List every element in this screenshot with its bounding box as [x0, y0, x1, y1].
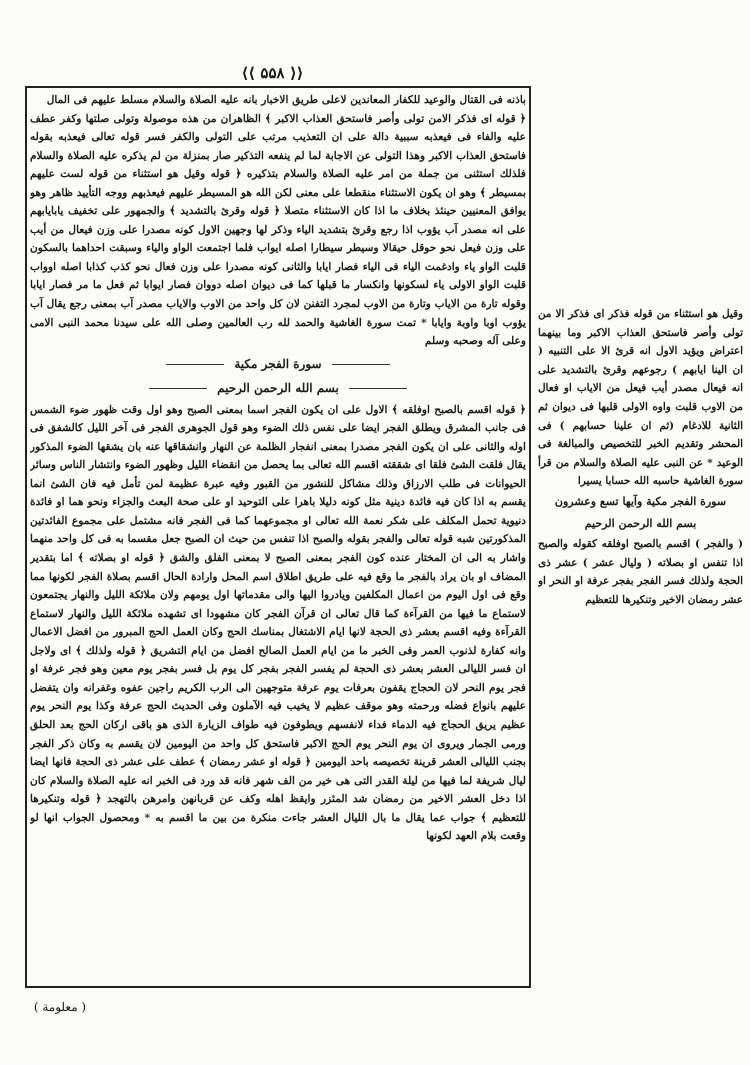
main-paragraph: باذنه فى القتال والوعيد للكفار المعاندين لاعلى طريق الاخبار بانه عليه الصلاة والسلام مسلط عليهم فى المال: [46, 94, 526, 106]
page-number: [230, 64, 315, 82]
page-number-ornament-right: ⟨⟨: [289, 64, 304, 82]
margin-tafsir-text: [538, 305, 743, 725]
margin-paragraph: ( والفجر ) اقسم بالصبح اوفلقه كقوله والصبح اذا تنفس او بصلاته ( وليال عشر ) عشر ذى الحجة ولذلك فسر الفجر بفجر عرفة او النحر او عشر رمضان الاخير وتنكيرها للتعظيم: [538, 537, 743, 606]
page-number-ornament-left: ⟩⟩: [241, 64, 256, 82]
heading-rule: [166, 364, 224, 365]
catchword: ( معلومة ): [33, 1000, 87, 1014]
surah-heading-text: سورة الفجر مكية: [234, 356, 322, 371]
heading-rule: [349, 388, 407, 389]
basmala-text: بسم الله الرحمن الرحيم: [217, 380, 339, 395]
heading-rule: [332, 364, 390, 365]
margin-surah-heading: سورة الفجر مكية وآيها تسع وعشرون: [554, 494, 727, 508]
main-commentary-text: [30, 91, 526, 981]
surah-heading: [30, 353, 526, 375]
page-number-value: ۵۵۸: [260, 64, 285, 82]
heading-rule: [149, 388, 207, 389]
main-paragraph: ﴿ قوله اى فذكر الامن تولى وأصر فاستحق العذاب الاكبر ﴾ الظاهران من هذه موصولة وتولى صلتها وكفر عطف عليه والفاء فى فيعذبه سببية دالة على ان التعذيب مرتب على التولى والكفر فسر قوله تعالى فيعذبه بقوله فاستحق العذاب الاكبر وهذا التولى عن الاجابة لما لم ينفعه التذكير صار بمنزلة من لم يذكره عليه الصلاة والسلام فلذلك استثنى من جملة من امر عليه الصلاة والسلام بتذكيره ﴿ قوله وقيل هو استثناء من قوله لست عليهم بمسيطر ﴾ وهو ان يكون الاستثناء منقطعا على معنى لكن الله هو المسيطر عليهم فيعذبهم ووجه التأييد ظاهر وهو يوافق المعنيين حينئذ بخلاف ما اذا كان الاستثناء متصلا ﴿ قوله وقرئ بالتشديد ﴾ والجمهور على تخفيف يابايابهم على انه مصدر آب يؤوب اذا رجع وقرئ بتشديد الياء وذكر لها وجهين الاول كونه مصدرا على وزن فيعال من أيب على وزن فيعل نحو حوقل حيقالا وسيطر سيطارا اصله ايواب فلما اجتمعت الواو والياء وسبقت احداهما بالسكون قلبت الواو ياء وادغمت الياء فى الياء فصار ايابا والثانى كونه مصدرا على وزن فعال نحو كذب كذابا اصله اوواب قلبت الواو الاولى ياء لسكونها وانكسار ما قبلها كما فى ديوان اصله دووان فصار ايوابا ثم فعل ما مر فصار ايابا وقوله تارة من الاياب وتارة من الاوب لمجرد التفنن لان كل واحد من الاوب والاياب مصدر آب بمعنى رجع يقال آب يؤوب اوبا واوبة وايابا * تمت سورة الغاشية والحمد لله رب العالمين وصلى الله على سيدنا محمد النبى الامى وعلى آله وصحبه وسلم: [30, 112, 526, 348]
margin-basmala: بسم الله الرحمن الرحيم: [584, 516, 697, 530]
margin-paragraph: وقيل هو استثناء من قوله فذكر اى فذكر الا من تولى وأصر فاستحق العذاب الاكبر وما بينهما اعتراض ويؤيد الاول انه قرئ الا على التنبيه ( ان الينا ايابهم ) رجوعهم وقرئ بالتشديد على انه فيعال مصدر أيب فيعل من الاياب او فعال من الاوب قلبت واوه الاولى قلبها فى ديوان ثم الثانية للادغام (ثم ان علينا حسابهم ) فى المحشر وتقديم الخبر للتخصيص والمبالغة فى الوعيد * عن النبى عليه الصلاة والسلام من قرأ سورة الغاشية حاسبه الله حسابا يسيرا: [538, 308, 743, 488]
main-paragraph: ﴿ قوله اقسم بالصبح اوفلقه ﴾ الاول على ان يكون الفجر اسما بمعنى الصبح وهو اول وقت ظهور ضوء الشمس فى جانب المشرق ويطلق الفجر ايضا على نفس ذلك الضوء وهو قول الجوهرى الفجر فى آخر الليل كالشفق فى اوله والثانى على ان يكون الفجر مصدرا بمعنى انفجار الظلمة عن النهار وانشقاقها عنه بان يشقها الضوء المذكور يقال فلقت الشئ فلقا اى شققته اقسم الله تعالى بما يحصل من انقضاء الليل وظهور الضوء وانتشار الناس وسائر الحيوانات فى طلب الارزاق وذلك مشاكل للنشور من القبور وفيه عبرة عظيمة لمن تأمل فيه فان الشئ انما يقسم به اذا كان فيه فائدة دينية مثل كونه دليلا باهرا على التوحيد او على صحة البعث والجزاء ونحو هما او فائدة دنيوية تحمل المكلف على شكر نعمة الله تعالى او مجموعهما كما فى الفجر فانه مشتمل على مجموع الفائدتين المذكورتين شبه قوله تعالى والفجر بقوله والصبح اذا تنفس من حيث ان الصبح جعل مقسما به فى كل واحد منهما واشار به الى ان المختار عنده كون الفجر بمعنى الصبح لا بمعنى الفلق والشق ﴿ قوله او بصلاته ﴾ اما بتقدير المضاف او بان يراد بالفجر ما وقع فيه على طريق اطلاق اسم المحل وارادة الحال اقسم بصلاة الفجر لكونها مما وقع فى اول اليوم من اعمال المكلفين ويادروا اليها والى مقدماتها اول يومهم ولان ملائكة الليل والنهار يجتمعون لاستماع ما فيها من القرآءة كما قال تعالى ان قرآن الفجر كان مشهودا اى تشهده ملائكة الليل والنهار لاستماع القرآءة وفيه اقسم بعشر ذى الحجة لانها ايام الاشتغال بمناسك الحج وكان العمل الحج المبرور من افضل الاعمال وانه كفارة لذنوب العمر وفى الخبر ما من ايام العمل الصالح افضل من ايام التشريق ﴿ قوله ولذلك ﴾ اى ولاجل ان فسر الليالى العشر بعشر ذى الحجة لم يفسر الفجر بفجر كل يوم بل فسر بفجر يوم معين وهو فجر عرفة او فجر يوم النحر لان الحجاج يقفون بعرفات يوم عرفة متوجهين الى الرب الكريم راجين عفوه وغفرانه وان يتفضل عليهم بانواع فضله ورحمته وهو موقف عظيم لا يخيب فيه الآملون وفى الحديث الحج عرفة وكذا يوم النحر يوم عظيم يريق الحجاج فيه الدماء فداء لانفسهم ويطوفون فيه طواف الزيارة الذى هو باقى اركان الحج بعد الحلق ورمى الجمار ويروى ان يوم النحر يوم الحج الاكبر فاستحق كل واحد من اليومين لان يقسم به وكان ذكر الفجر بجنب الليالى العشر قرينة تخصيصه باحد اليومين ﴿ قوله او عشر رمضان ﴾ عطف على عشر ذى الحجة فانها ايضا ليال شريفة لما فيها من ليلة القدر التى هى خير من الف شهر فانه قد ورد فى الخبر انه عليه الصلاة والسلام كان اذا دخل العشر الاخير من رمضان شد المئزر وايقظ اهله وكف عن قربانهن وامرهن بالتهجد ﴿ قوله وتنكيرها للتعظيم ﴾ جواب عما يقال ما بال الليال العشر جاءت منكرة من بين ما اقسم به * ومحصول الجواب انها لو وقعت بلام العهد لكونها: [30, 403, 526, 843]
basmala: [30, 377, 526, 399]
